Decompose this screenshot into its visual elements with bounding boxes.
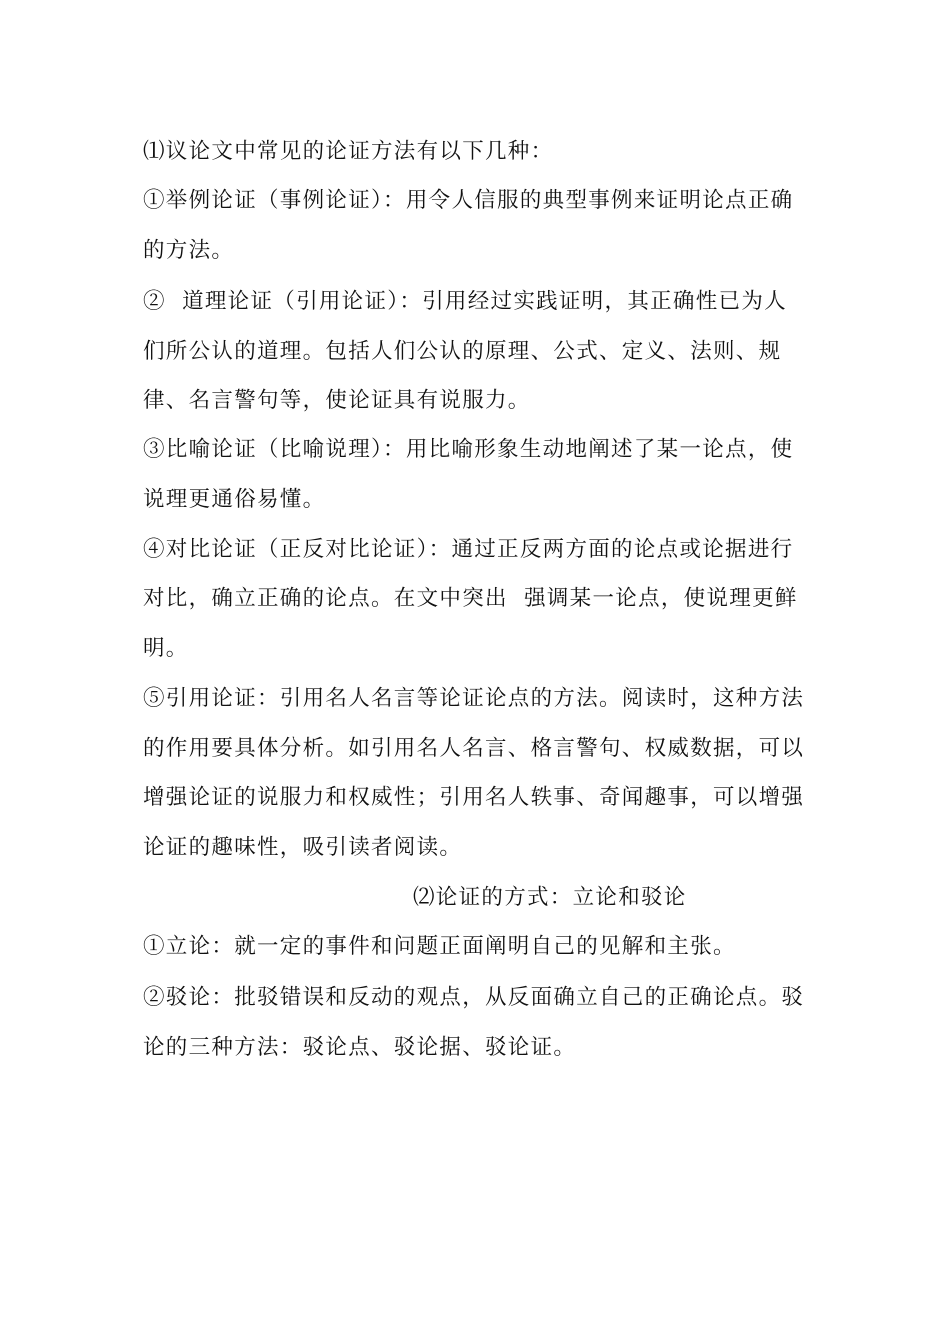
method-5-line-1: ⑤引用论证：引用名人名言等论证论点的方法。阅读时，这种方法	[143, 686, 805, 711]
method-2-line-1: ② 道理论证（引用论证）：引用经过实践证明，其正确性已为人	[143, 289, 787, 314]
method-4-line-1: ④对比论证（正反对比论证）：通过正反两方面的论点或论据进行	[143, 537, 794, 562]
intro-heading: ⑴议论文中常见的论证方法有以下几种：	[143, 139, 554, 164]
section-2-heading: ⑵论证的方式：立论和驳论	[413, 885, 687, 910]
method-3-line-2: 说理更通俗易懂。	[143, 487, 326, 512]
method-3-line-1: ③比喻论证（比喻说理）：用比喻形象生动地阐述了某一论点，使	[143, 437, 794, 462]
approach-1-line-1: ①立论：就一定的事件和问题正面阐明自己的见解和主张。	[143, 934, 736, 959]
method-5-line-4: 论证的趣味性，吸引读者阅读。	[143, 835, 463, 860]
method-4-line-3: 明。	[143, 636, 189, 661]
method-5-line-3: 增强论证的说服力和权威性；引用名人轶事、奇闻趣事，可以增强	[143, 785, 805, 810]
approach-2-line-2: 论的三种方法：驳论点、驳论据、驳论证。	[143, 1035, 577, 1060]
method-1-line-1: ①举例论证（事例论证）：用令人信服的典型事例来证明论点正确	[143, 188, 794, 213]
method-5-line-2: 的作用要具体分析。如引用名人名言、格言警句、权威数据，可以	[143, 736, 805, 761]
method-2-line-2: 们所公认的道理。包括人们公认的原理、公式、定义、法则、规	[143, 339, 782, 364]
method-2-line-3: 律、名言警句等，使论证具有说服力。	[143, 388, 531, 413]
approach-2-line-1: ②驳论：批驳错误和反动的观点，从反面确立自己的正确论点。驳	[143, 985, 805, 1010]
method-4-line-2: 对比，确立正确的论点。在文中突出 强调某一论点，使说理更鲜	[143, 586, 798, 611]
method-1-line-2: 的方法。	[143, 238, 235, 263]
